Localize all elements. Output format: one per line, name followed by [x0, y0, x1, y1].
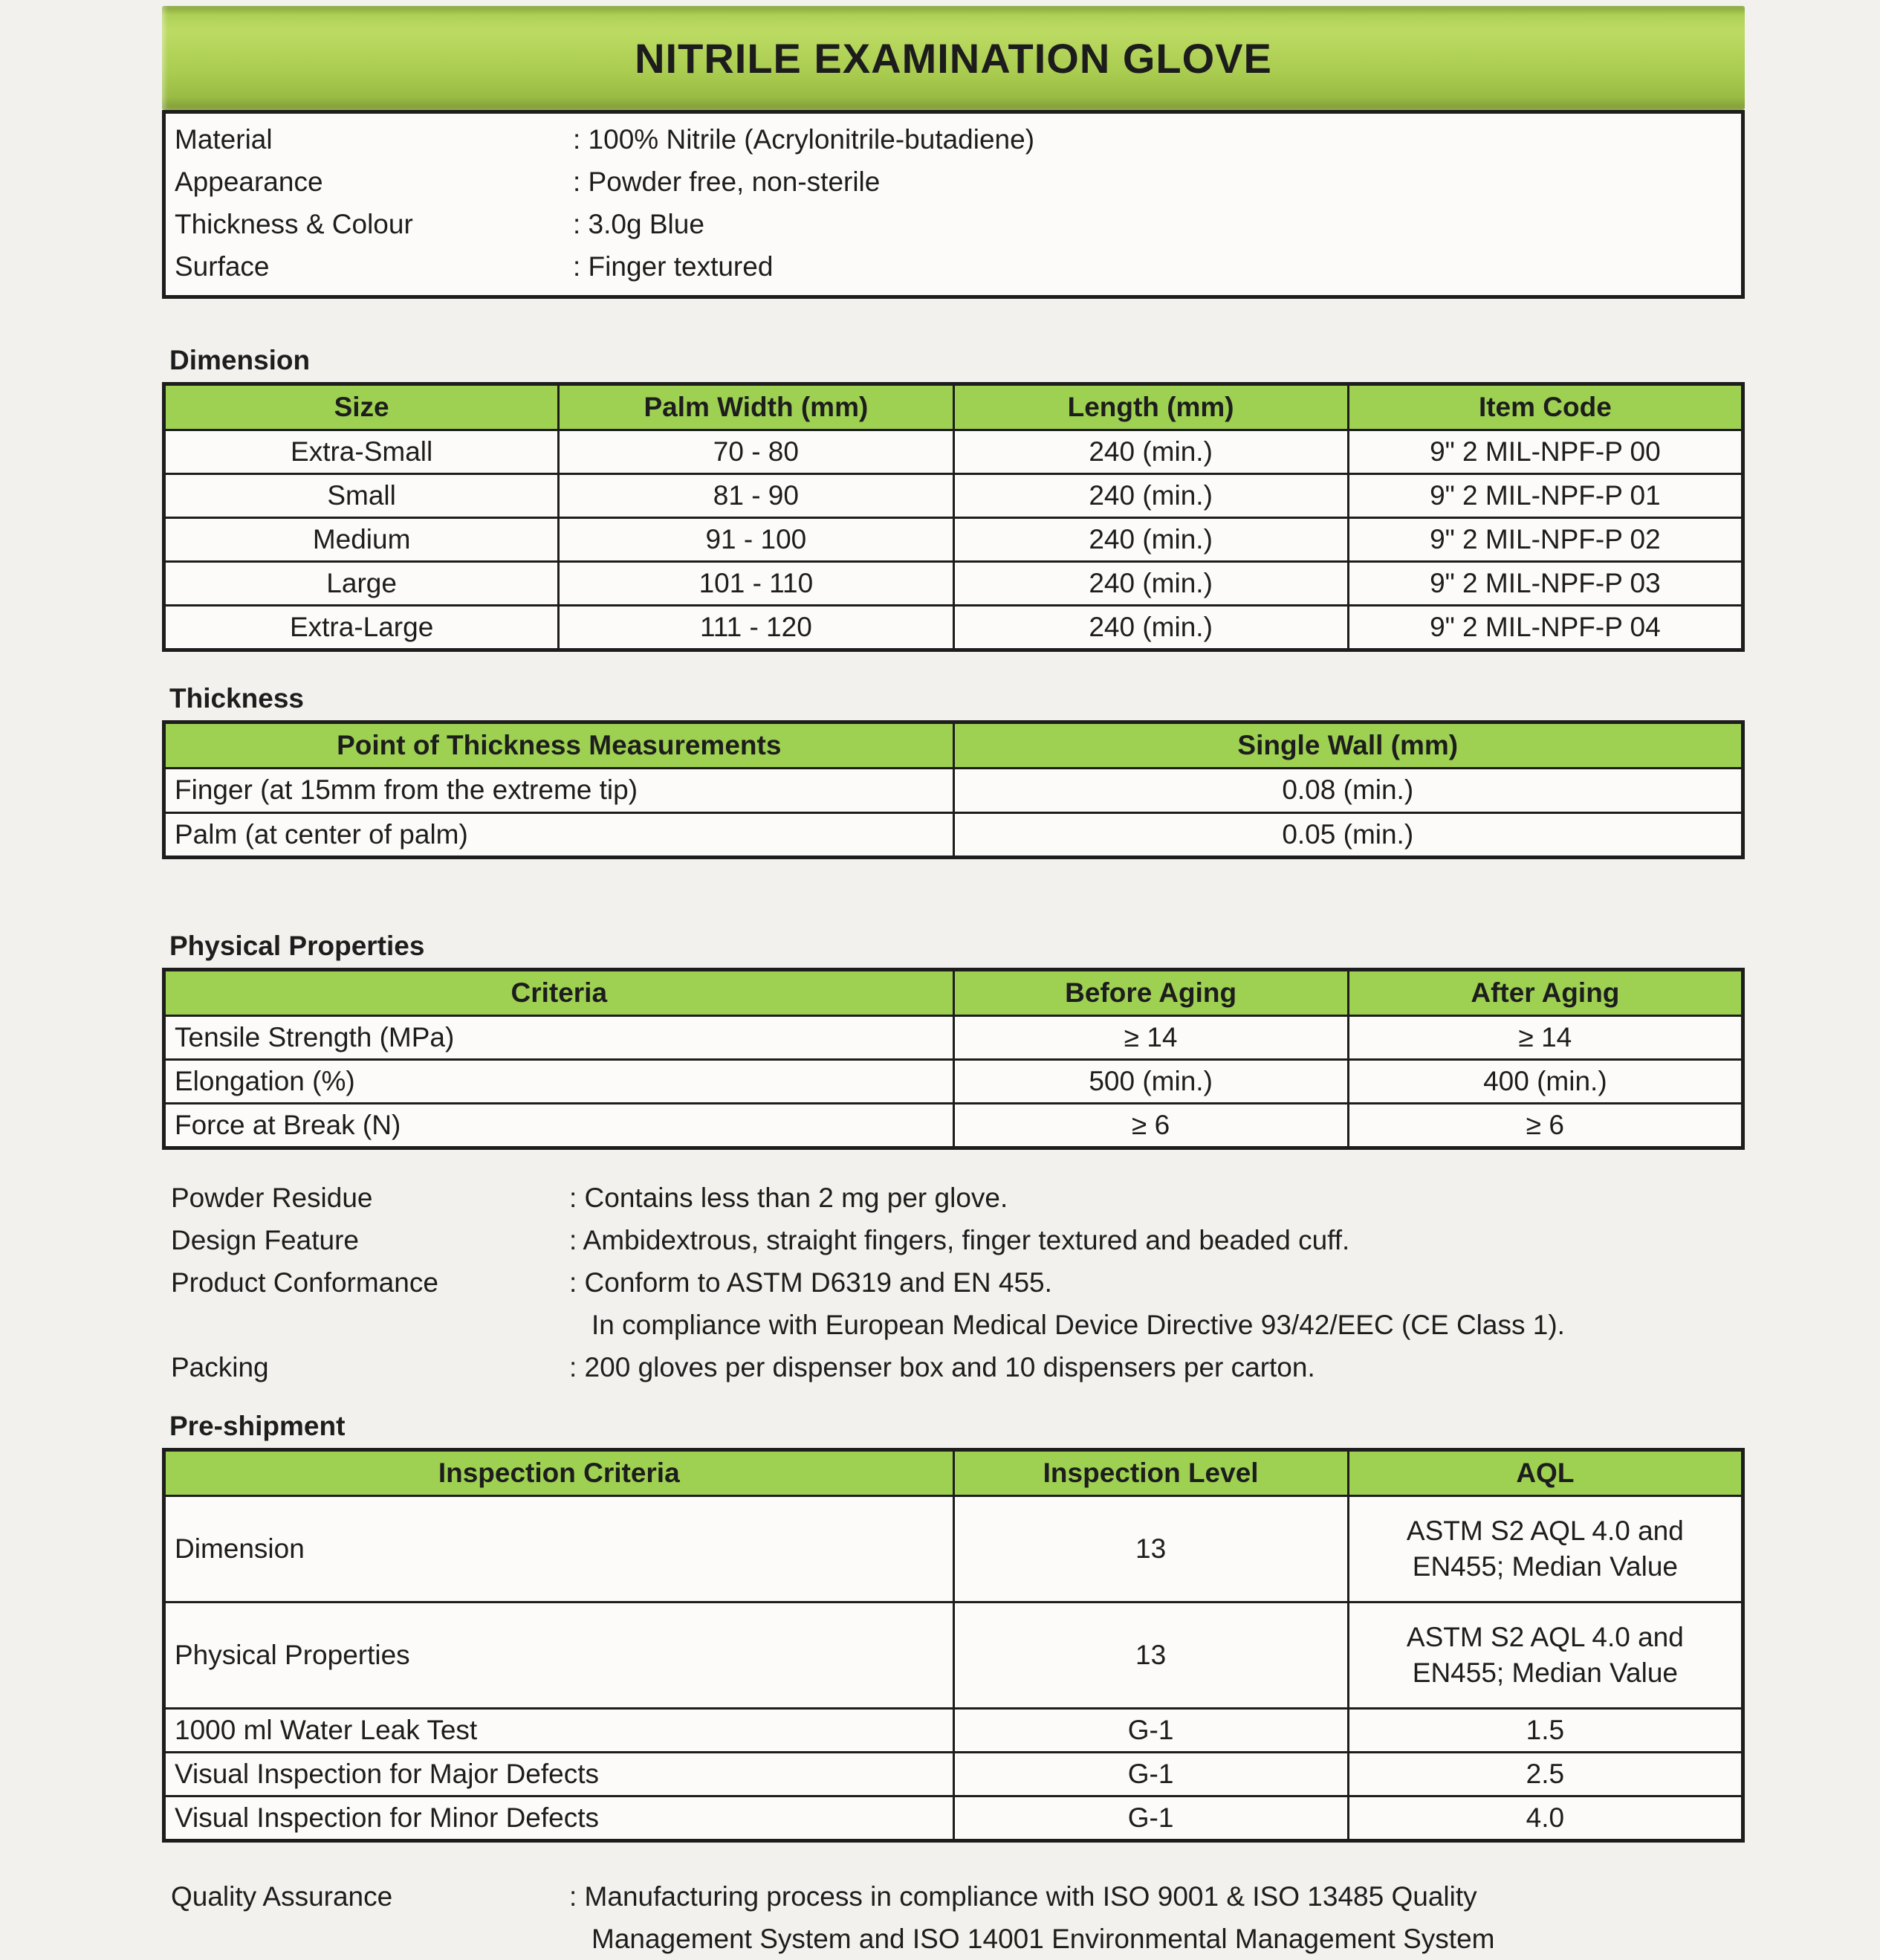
- table-cell: 400 (min.): [1348, 1059, 1743, 1103]
- note-row: [162, 1261, 1745, 1346]
- quality-value-continued: Management System and ISO 14001 Environmental Management System: [591, 1924, 1495, 1955]
- table-row: [164, 518, 1743, 562]
- table-cell: ≥ 6: [1348, 1103, 1743, 1148]
- table-body: [164, 1495, 1743, 1840]
- page-title: NITRILE EXAMINATION GLOVE: [635, 34, 1272, 82]
- column-header: Palm Width (mm): [559, 384, 953, 430]
- table-cell: 4.0: [1348, 1796, 1743, 1841]
- note-label: Product Conformance: [171, 1267, 438, 1298]
- table-cell: G-1: [953, 1796, 1348, 1841]
- table-row: [164, 769, 1743, 812]
- spec-table: [162, 110, 1745, 299]
- spec-label: Appearance: [175, 166, 323, 197]
- table-cell: 70 - 80: [559, 430, 953, 474]
- table-cell: 9" 2 MIL-NPF-P 02: [1348, 518, 1743, 562]
- spec-row: [166, 203, 1741, 245]
- table-cell: 240 (min.): [953, 474, 1348, 518]
- thickness-table: [162, 720, 1745, 858]
- table-cell: Finger (at 15mm from the extreme tip): [164, 769, 954, 812]
- table-cell: Palm (at center of palm): [164, 812, 954, 857]
- table-cell: Physical Properties: [164, 1602, 954, 1708]
- table-header-row: [164, 722, 1743, 769]
- document-page: [162, 6, 1745, 1960]
- table-cell: Extra-Large: [164, 606, 559, 650]
- table-cell: Medium: [164, 518, 559, 562]
- table-row: [164, 606, 1743, 650]
- spec-value: : Powder free, non-sterile: [573, 166, 881, 197]
- table-cell: 2.5: [1348, 1753, 1743, 1796]
- section-heading-physical-properties: Physical Properties: [169, 930, 425, 961]
- table-cell: 1000 ml Water Leak Test: [164, 1708, 954, 1752]
- table-header-row: [164, 384, 1743, 430]
- note-value: : Conform to ASTM D6319 and EN 455.: [569, 1267, 1052, 1298]
- notes-block: [162, 1177, 1745, 1388]
- table-cell: G-1: [953, 1708, 1348, 1752]
- table-cell: ASTM S2 AQL 4.0 and EN455; Median Value: [1348, 1602, 1743, 1708]
- table-row: [164, 1059, 1743, 1103]
- table-cell: 13: [953, 1495, 1348, 1602]
- table-cell: Small: [164, 474, 559, 518]
- table-head: [164, 384, 1743, 430]
- spec-row: [166, 118, 1741, 161]
- table-cell: 240 (min.): [953, 518, 1348, 562]
- table-cell: Large: [164, 562, 559, 606]
- column-header: Inspection Level: [953, 1449, 1348, 1495]
- table-cell: 0.05 (min.): [953, 812, 1743, 857]
- note-value: : Ambidextrous, straight fingers, finger textured and beaded cuff.: [569, 1224, 1350, 1255]
- spec-row: [166, 245, 1741, 288]
- spec-value: : Finger textured: [573, 251, 774, 282]
- table-head: [164, 1449, 1743, 1495]
- column-header: Point of Thickness Measurements: [164, 722, 954, 769]
- spec-row: [166, 161, 1741, 203]
- column-header: Length (mm): [953, 384, 1348, 430]
- spec-label: Material: [175, 124, 273, 155]
- table-cell: Extra-Small: [164, 430, 559, 474]
- table-row: [164, 562, 1743, 606]
- table-cell: 9" 2 MIL-NPF-P 04: [1348, 606, 1743, 650]
- column-header: Inspection Criteria: [164, 1449, 954, 1495]
- column-header: Criteria: [164, 969, 954, 1015]
- table-cell: 240 (min.): [953, 606, 1348, 650]
- table-cell: ≥ 14: [1348, 1015, 1743, 1059]
- quality-row: [162, 1875, 1745, 1960]
- table-cell: Tensile Strength (MPa): [164, 1015, 954, 1059]
- column-header: Single Wall (mm): [953, 722, 1743, 769]
- table-cell: ASTM S2 AQL 4.0 and EN455; Median Value: [1348, 1495, 1743, 1602]
- table-row: [164, 1103, 1743, 1148]
- spec-value: : 100% Nitrile (Acrylonitrile-butadiene): [573, 124, 1035, 155]
- quality-value: : Manufacturing process in compliance with ISO 9001 & ISO 13485 Quality: [569, 1881, 1477, 1912]
- table-header-row: [164, 969, 1743, 1015]
- table-row: [164, 430, 1743, 474]
- note-label: Powder Residue: [171, 1182, 373, 1213]
- table-cell: 13: [953, 1602, 1348, 1708]
- section-heading-dimension: Dimension: [169, 345, 311, 375]
- note-row: [162, 1177, 1745, 1219]
- table-cell: 1.5: [1348, 1708, 1743, 1752]
- table-cell: 0.08 (min.): [953, 769, 1743, 812]
- table-header-row: [164, 1449, 1743, 1495]
- physical-properties-table: [162, 968, 1745, 1150]
- column-header: Before Aging: [953, 969, 1348, 1015]
- column-header: AQL: [1348, 1449, 1743, 1495]
- dimension-table: [162, 382, 1745, 652]
- table-head: [164, 969, 1743, 1015]
- table-cell: ≥ 6: [953, 1103, 1348, 1148]
- table-row: [164, 474, 1743, 518]
- table-head: [164, 722, 1743, 769]
- table-row: [164, 1495, 1743, 1602]
- column-header: Item Code: [1348, 384, 1743, 430]
- table-body: [164, 769, 1743, 857]
- table-row: [164, 1753, 1743, 1796]
- note-row: [162, 1219, 1745, 1261]
- table-cell: G-1: [953, 1753, 1348, 1796]
- table-cell: 111 - 120: [559, 606, 953, 650]
- table-cell: 9" 2 MIL-NPF-P 01: [1348, 474, 1743, 518]
- table-cell: 81 - 90: [559, 474, 953, 518]
- title-banner: [162, 6, 1745, 110]
- quality-label: Quality Assurance: [171, 1881, 393, 1912]
- note-value-continued: In compliance with European Medical Device Directive 93/42/EEC (CE Class 1).: [591, 1309, 1565, 1340]
- table-row: [164, 1015, 1743, 1059]
- table-cell: 101 - 110: [559, 562, 953, 606]
- spec-label: Thickness & Colour: [175, 209, 413, 239]
- spec-value: : 3.0g Blue: [573, 209, 704, 239]
- table-cell: Force at Break (N): [164, 1103, 954, 1148]
- table-cell: 9" 2 MIL-NPF-P 03: [1348, 562, 1743, 606]
- note-value: : 200 gloves per dispenser box and 10 dispensers per carton.: [569, 1351, 1315, 1382]
- table-body: [164, 1015, 1743, 1148]
- table-cell: 500 (min.): [953, 1059, 1348, 1103]
- column-header: Size: [164, 384, 559, 430]
- spec-label: Surface: [175, 251, 270, 282]
- table-cell: Visual Inspection for Major Defects: [164, 1753, 954, 1796]
- table-row: [164, 1708, 1743, 1752]
- note-value: : Contains less than 2 mg per glove.: [569, 1182, 1008, 1213]
- section-heading-thickness: Thickness: [169, 683, 304, 714]
- note-label: Packing: [171, 1351, 269, 1382]
- table-body: [164, 430, 1743, 650]
- table-cell: 240 (min.): [953, 430, 1348, 474]
- table-cell: Elongation (%): [164, 1059, 954, 1103]
- section-heading-pre-shipment: Pre-shipment: [169, 1410, 346, 1441]
- table-row: [164, 812, 1743, 857]
- table-cell: 9" 2 MIL-NPF-P 00: [1348, 430, 1743, 474]
- table-cell: Visual Inspection for Minor Defects: [164, 1796, 954, 1841]
- table-cell: ≥ 14: [953, 1015, 1348, 1059]
- table-cell: Dimension: [164, 1495, 954, 1602]
- table-cell: 240 (min.): [953, 562, 1348, 606]
- note-row: [162, 1346, 1745, 1388]
- pre-shipment-table: [162, 1448, 1745, 1843]
- table-row: [164, 1796, 1743, 1841]
- column-header: After Aging: [1348, 969, 1743, 1015]
- table-cell: 91 - 100: [559, 518, 953, 562]
- table-row: [164, 1602, 1743, 1708]
- note-label: Design Feature: [171, 1224, 359, 1255]
- quality-assurance-block: [162, 1875, 1745, 1960]
